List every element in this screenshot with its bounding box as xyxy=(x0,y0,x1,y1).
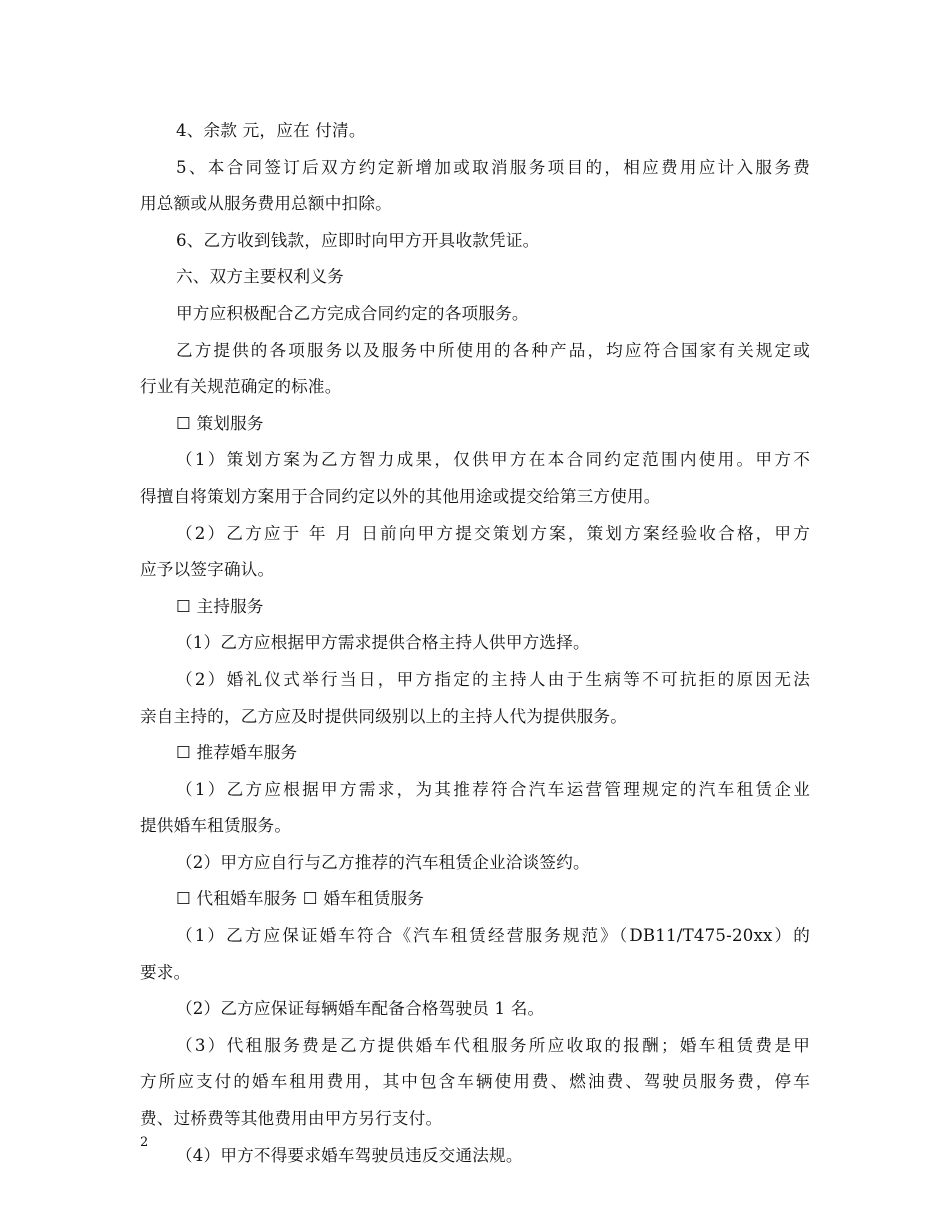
paragraph-line: 5、本合同签订后双方约定新增加或取消服务项目的，相应费用应计入服务费 xyxy=(176,157,810,177)
page-number: 2 xyxy=(140,1135,149,1150)
paragraph-line: （2）甲方应自行与乙方推荐的汽车租赁企业洽谈签约。 xyxy=(176,852,590,872)
paragraph-line: 6、乙方收到钱款，应即时向甲方开具收款凭证。 xyxy=(176,230,540,250)
paragraph-line: （1）乙方应根据甲方需求提供合格主持人供甲方选择。 xyxy=(176,633,590,653)
paragraph-line: 甲方应积极配合乙方完成合同约定的各项服务。 xyxy=(176,303,529,323)
paragraph-line: 要求。 xyxy=(140,962,191,982)
checkbox-item-wedding-car-rental: ☐ 代租婚车服务 ☐ 婚车租赁服务 xyxy=(176,889,425,909)
section-heading: 六、双方主要权利义务 xyxy=(176,267,344,287)
checkbox-item-planning: ☐ 策划服务 xyxy=(176,413,264,433)
paragraph-line: 应予以签字确认。 xyxy=(140,560,275,580)
paragraph-line: 方所应支付的婚车租用费用，其中包含车辆使用费、燃油费、驾驶员服务费，停车 xyxy=(140,1072,810,1092)
paragraph-line: 乙方提供的各项服务以及服务中所使用的各种产品，均应符合国家有关规定或 xyxy=(176,340,810,360)
paragraph-line: 亲自主持的，乙方应及时提供同级别以上的主持人代为提供服务。 xyxy=(140,706,628,726)
paragraph-line: 行业有关规范确定的标准。 xyxy=(140,377,342,397)
paragraph-line: 费、过桥费等其他费用由甲方另行支付。 xyxy=(140,1109,443,1129)
paragraph-line: （2）婚礼仪式举行当日，甲方指定的主持人由于生病等不可抗拒的原因无法 xyxy=(176,669,810,689)
document-body xyxy=(140,113,810,1174)
checkbox-item-host: ☐ 主持服务 xyxy=(176,596,264,616)
paragraph-line: （1）策划方案为乙方智力成果，仅供甲方在本合同约定范围内使用。甲方不 xyxy=(176,450,810,470)
paragraph-line: （1）乙方应根据甲方需求，为其推荐符合汽车运营管理规定的汽车租赁企业 xyxy=(176,779,810,799)
paragraph-line: （2）乙方应于 年 月 日前向甲方提交策划方案，策划方案经验收合格，甲方 xyxy=(176,523,810,543)
paragraph-line: 得擅自将策划方案用于合同约定以外的其他用途或提交给第三方使用。 xyxy=(140,486,661,506)
paragraph-line: 4、余款 元，应在 付清。 xyxy=(176,121,366,140)
checkbox-item-wedding-car-recommend: ☐ 推荐婚车服务 xyxy=(176,743,298,763)
paragraph-line: （4）甲方不得要求婚车驾驶员违反交通法规。 xyxy=(176,1145,523,1165)
paragraph-line: 提供婚车租赁服务。 xyxy=(140,816,292,836)
paragraph-line: （3）代租服务费是乙方提供婚车代租服务所应收取的报酬；婚车租赁费是甲 xyxy=(176,1035,810,1055)
paragraph-line: （2）乙方应保证每辆婚车配备合格驾驶员 1 名。 xyxy=(176,999,545,1019)
paragraph-line: 用总额或从服务费用总额中扣除。 xyxy=(140,194,392,214)
paragraph-line: （1）乙方应保证婚车符合《汽车租赁经营服务规范》（DB11/T475-20xx）的 xyxy=(176,926,810,946)
